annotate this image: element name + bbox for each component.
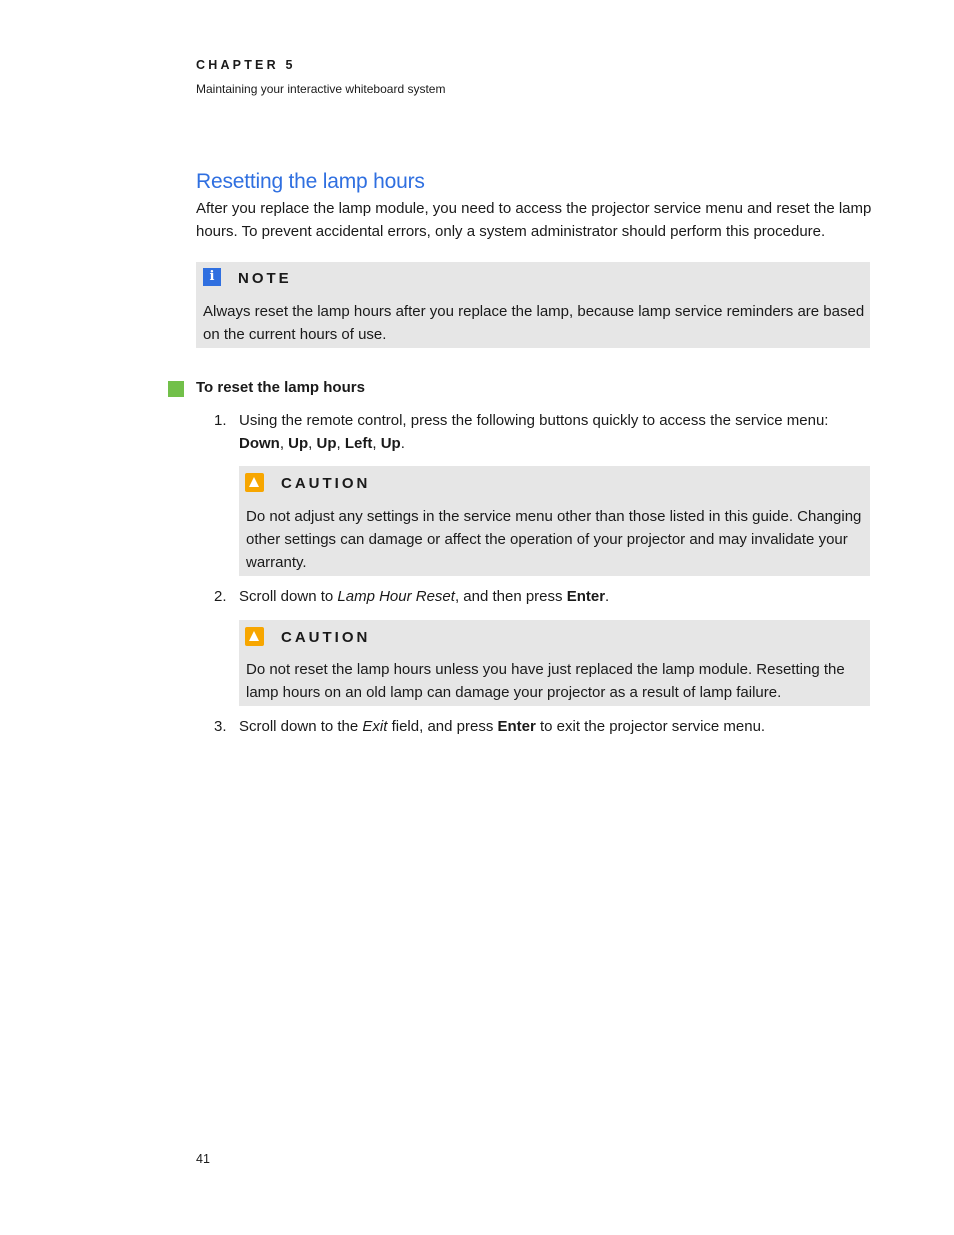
page-number: 41 <box>196 1152 210 1166</box>
step-text-part: field, and press <box>387 718 498 735</box>
step-text-part: to exit the projector service menu. <box>535 718 766 735</box>
caution-text: Do not adjust any settings in the service menu other than those listed in this guide. Changing other settings can damage or affect the operation of your projector and may invalidate your warranty. <box>246 508 862 571</box>
step-number: 2. <box>214 588 227 605</box>
caution-heading: CAUTION <box>281 629 371 646</box>
step-text <box>239 409 871 455</box>
button-name: Enter <box>566 588 606 605</box>
chapter-label: CHAPTER 5 <box>196 58 296 72</box>
button-name: Up <box>380 435 401 452</box>
button-name: Left <box>344 435 373 452</box>
button-name: Enter <box>497 718 536 735</box>
section-intro: After you replace the lamp module, you need to access the projector service menu and reset the lamp hours. To prevent accidental errors, only a system administrator should perform this procedure. <box>196 200 872 240</box>
step-text-part: Scroll down to the <box>239 718 363 735</box>
separator: , <box>336 435 345 452</box>
step-text-part: Scroll down to <box>239 588 338 605</box>
info-icon: i <box>203 268 221 286</box>
step-end: . <box>605 588 610 605</box>
step-text-part: , and then press <box>454 588 567 605</box>
button-name: Up <box>288 435 309 452</box>
caution-box <box>239 466 870 576</box>
step-text-part: Using the remote control, press the following buttons quickly to access the service menu: <box>239 412 829 429</box>
section-title: Resetting the lamp hours <box>196 170 425 193</box>
note-box <box>196 262 870 348</box>
field-name: Exit <box>362 718 388 735</box>
step-text <box>239 585 871 608</box>
step-number: 3. <box>214 718 227 735</box>
separator: , <box>279 435 289 452</box>
caution-heading: CAUTION <box>281 475 371 492</box>
task-title: To reset the lamp hours <box>196 379 365 396</box>
chapter-subtitle: Maintaining your interactive whiteboard system <box>196 82 446 96</box>
field-name: Lamp Hour Reset <box>337 588 455 605</box>
caution-text: Do not reset the lamp hours unless you have just replaced the lamp module. Resetting the lamp hours on an old lamp can damage your projector as a result of lamp failure. <box>246 661 845 701</box>
separator: , <box>372 435 381 452</box>
button-name: Up <box>316 435 337 452</box>
task-icon <box>168 381 184 397</box>
button-name: Down <box>239 435 280 452</box>
step-end: . <box>400 435 405 452</box>
step-number: 1. <box>214 412 227 429</box>
warning-icon <box>245 473 264 492</box>
note-text: Always reset the lamp hours after you replace the lamp, because lamp service reminders are based on the current hours of use. <box>203 303 865 343</box>
caution-box <box>239 620 870 706</box>
separator: , <box>308 435 317 452</box>
step-text <box>239 715 871 738</box>
warning-icon <box>245 627 264 646</box>
note-heading: NOTE <box>238 270 292 287</box>
